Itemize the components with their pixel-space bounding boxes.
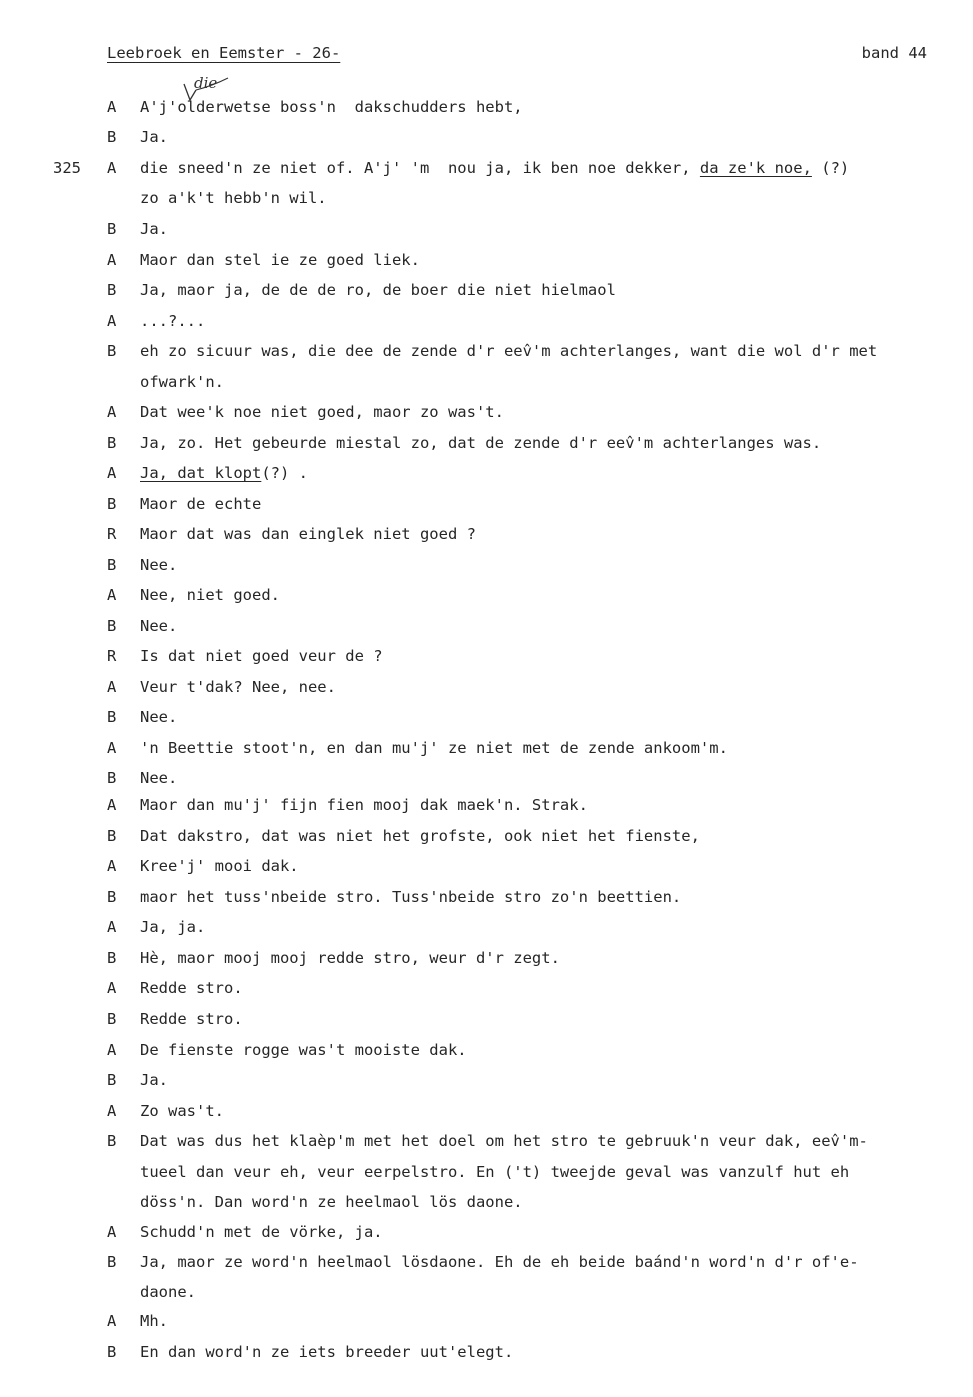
transcript-line (0, 96, 973, 118)
speaker-label: B (107, 769, 117, 787)
utterance-text (140, 187, 973, 209)
utterance-text (140, 493, 973, 515)
speaker-label: B (107, 220, 117, 238)
utterance-segment: Nee, niet goed. (140, 586, 280, 604)
speaker-label: B (107, 827, 117, 845)
speaker-label: B (107, 1132, 117, 1150)
utterance-segment: Dat dakstro, dat was niet het grofste, ook niet het fienste, (140, 827, 700, 845)
utterance-text (140, 645, 973, 667)
utterance-text (140, 1039, 973, 1061)
utterance-segment: die sneed'n ze niet of. A'j' 'm nou ja, ik ben noe dekker, (140, 159, 700, 177)
speaker-label: A (107, 98, 117, 116)
speaker-label: A (107, 796, 117, 814)
speaker-label: A (107, 739, 117, 757)
transcript-line (0, 401, 973, 423)
transcript-line (0, 310, 973, 332)
utterance-text (140, 947, 973, 969)
utterance-segment: Nee. (140, 769, 178, 787)
utterance-segment: eh zo sicuur was, die dee de zende d'r eev̂'m achterlanges, want die wol d'r met (140, 342, 878, 360)
transcript-line (0, 126, 973, 148)
speaker-label: B (107, 281, 117, 299)
speaker-label: B (107, 1071, 117, 1089)
utterance-text (140, 855, 973, 877)
utterance-text (140, 1310, 973, 1332)
utterance-segment: Redde stro. (140, 1010, 243, 1028)
utterance-segment: Redde stro. (140, 979, 243, 997)
utterance-text (140, 1221, 973, 1243)
transcript-line (0, 645, 973, 667)
utterance-segment: Schudd'n met de vörke, ja. (140, 1223, 383, 1241)
transcript-line (0, 340, 973, 362)
utterance-segment: Ja. (140, 1071, 168, 1089)
utterance-text (140, 1281, 973, 1303)
speaker-label: B (107, 128, 117, 146)
transcript-line (0, 523, 973, 545)
utterance-segment: Ja, zo. Het gebeurde miestal zo, dat de zende d'r eev̂'m achterlanges was. (140, 434, 822, 452)
speaker-label: B (107, 888, 117, 906)
utterance-text (140, 916, 973, 938)
speaker-label: A (107, 979, 117, 997)
utterance-segment: Ja. (140, 128, 168, 146)
utterance-text (140, 1130, 973, 1152)
utterance-segment: ofwark'n. (140, 373, 224, 391)
transcript-line (0, 1221, 973, 1243)
speaker-label: B (107, 617, 117, 635)
utterance-text (140, 615, 973, 637)
insertion-text: die (194, 74, 218, 92)
utterance-segment: A'j' (140, 98, 178, 116)
transcript-line (0, 767, 973, 789)
utterance-text (140, 977, 973, 999)
transcript-line (0, 1100, 973, 1122)
utterance-text (140, 401, 973, 423)
speaker-label: B (107, 556, 117, 574)
utterance-text (140, 340, 973, 362)
transcript-line (0, 1251, 973, 1273)
transcript-line (0, 737, 973, 759)
speaker-label: R (107, 647, 117, 665)
utterance-segment: En dan word'n ze iets breeder uut'elegt. (140, 1343, 514, 1361)
speaker-label: A (107, 1041, 117, 1059)
utterance-segment: Mh. (140, 1312, 168, 1330)
speaker-label: B (107, 708, 117, 726)
page-title: Leebroek en Eemster - 26- (107, 44, 341, 62)
utterance-text (140, 1069, 973, 1091)
speaker-label: A (107, 464, 117, 482)
utterance-segment: Nee. (140, 556, 178, 574)
utterance-segment: Ja, maor ja, de de de ro, de boer die niet hielmaol (140, 281, 616, 299)
utterance-text (140, 157, 973, 179)
transcript-line (0, 1161, 973, 1183)
utterance-segment: ...?... (140, 312, 206, 330)
transcript-line (0, 977, 973, 999)
band-label: band 44 (861, 44, 927, 62)
utterance-text (140, 554, 973, 576)
utterance-text (140, 432, 973, 454)
transcript-line (0, 947, 973, 969)
transcript-line (0, 279, 973, 301)
transcript-line (0, 432, 973, 454)
transcript-line (0, 584, 973, 606)
utterance-segment-tail: (?) (811, 159, 850, 177)
transcript-line (0, 187, 973, 209)
transcript-line (0, 855, 973, 877)
utterance-segment: 'n Beettie stoot'n, en dan mu'j' ze niet met de zende ankoom'm. (140, 739, 728, 757)
utterance-segment: Maor dan stel ie ze goed liek. (140, 251, 420, 269)
transcript-line (0, 249, 973, 271)
transcript-line (0, 886, 973, 908)
utterance-text (140, 310, 973, 332)
speaker-label: A (107, 586, 117, 604)
transcript-line (0, 157, 973, 179)
transcript-line (0, 916, 973, 938)
line-number: 325 (53, 159, 81, 177)
transcript-line (0, 493, 973, 515)
utterance-segment: Ja, ja. (140, 918, 206, 936)
transcript-line (0, 1191, 973, 1213)
underlined-segment: Ja, dat klopt (140, 464, 262, 482)
utterance-text (140, 249, 973, 271)
transcript-line (0, 794, 973, 816)
transcript-line (0, 1281, 973, 1303)
utterance-text (140, 126, 973, 148)
speaker-label: A (107, 1223, 117, 1241)
utterance-segment: zo a'k't hebb'n wil. (140, 189, 327, 207)
utterance-segment: maor het tuss'nbeide stro. Tuss'nbeide stro zo'n beettien. (140, 888, 682, 906)
utterance-text (140, 1251, 973, 1273)
transcript-line (0, 825, 973, 847)
speaker-label: B (107, 1343, 117, 1361)
utterance-segment: Nee. (140, 708, 178, 726)
speaker-label: A (107, 1312, 117, 1330)
utterance-text (140, 523, 973, 545)
utterance-text (140, 371, 973, 393)
speaker-label: A (107, 1102, 117, 1120)
utterance-segment: Veur t'dak? Nee, nee. (140, 678, 336, 696)
utterance-segment: Kree'j' mooi dak. (140, 857, 299, 875)
utterance-segment: Dat was dus het klaèp'm met het doel om het stro te gebruuk'n veur dak, eev̂'m- (140, 1132, 868, 1150)
transcript-line (0, 1069, 973, 1091)
utterance-segment: daone. (140, 1283, 196, 1301)
speaker-label: A (107, 403, 117, 421)
speaker-label: B (107, 495, 117, 513)
speaker-label: A (107, 312, 117, 330)
underlined-segment: da ze'k noe, (699, 159, 812, 177)
utterance-text (140, 767, 973, 789)
transcript-line (0, 554, 973, 576)
utterance-segment: De fienste rogge was't mooiste dak. (140, 1041, 467, 1059)
speaker-label: B (107, 1253, 117, 1271)
utterance-text (140, 1191, 973, 1213)
utterance-segment: Ja. (140, 220, 168, 238)
transcript-line (0, 1310, 973, 1332)
utterance-segment: tueel dan veur eh, veur eerpelstro. En ('t) tweejde geval was vanzulf hut eh (140, 1163, 850, 1181)
speaker-label: A (107, 918, 117, 936)
utterance-text (140, 1008, 973, 1030)
utterance-segment: Nee. (140, 617, 178, 635)
utterance-segment-tail: (?) . (261, 464, 308, 482)
utterance-text (140, 1161, 973, 1183)
utterance-text (140, 825, 973, 847)
utterance-text (140, 794, 973, 816)
transcript-line (0, 218, 973, 240)
transcript-line (0, 371, 973, 393)
speaker-label: R (107, 525, 117, 543)
utterance-segment: Ja, maor ze word'n heelmaol lösdaone. Eh de eh beide baánd'n word'n d'r of'e- (140, 1253, 859, 1271)
transcript-line (0, 615, 973, 637)
utterance-segment-tail: olderwetse boss'n dakschudders hebt, (177, 98, 523, 116)
transcript-line (0, 706, 973, 728)
speaker-label: B (107, 1010, 117, 1028)
utterance-segment: Dat wee'k noe niet goed, maor zo was't. (140, 403, 504, 421)
page-header (107, 44, 927, 68)
utterance-text (140, 96, 973, 118)
transcript-line (0, 1130, 973, 1152)
utterance-text (140, 462, 973, 484)
utterance-text (140, 218, 973, 240)
transcript-line (0, 1039, 973, 1061)
utterance-text (140, 279, 973, 301)
utterance-segment: Maor de echte (140, 495, 262, 513)
speaker-label: A (107, 159, 117, 177)
utterance-segment: Maor dan mu'j' fijn fien mooj dak maek'n. Strak. (140, 796, 588, 814)
utterance-text (140, 886, 973, 908)
speaker-label: A (107, 857, 117, 875)
speaker-label: B (107, 949, 117, 967)
speaker-label: B (107, 434, 117, 452)
transcript-line (0, 1008, 973, 1030)
utterance-segment: Zo was't. (140, 1102, 224, 1120)
speaker-label: A (107, 251, 117, 269)
speaker-label: A (107, 678, 117, 696)
utterance-text (140, 676, 973, 698)
utterance-segment: Is dat niet goed veur de ? (140, 647, 383, 665)
utterance-text (140, 1341, 973, 1363)
utterance-text (140, 706, 973, 728)
utterance-segment: döss'n. Dan word'n ze heelmaol lös daone. (140, 1193, 523, 1211)
utterance-segment: Hè, maor mooj mooj redde stro, weur d'r zegt. (140, 949, 560, 967)
utterance-text (140, 584, 973, 606)
transcript-line (0, 1341, 973, 1363)
utterance-text (140, 737, 973, 759)
utterance-segment: Maor dat was dan einglek niet goed ? (140, 525, 476, 543)
speaker-label: B (107, 342, 117, 360)
transcript-line (0, 462, 973, 484)
transcript-line (0, 676, 973, 698)
utterance-text (140, 1100, 973, 1122)
